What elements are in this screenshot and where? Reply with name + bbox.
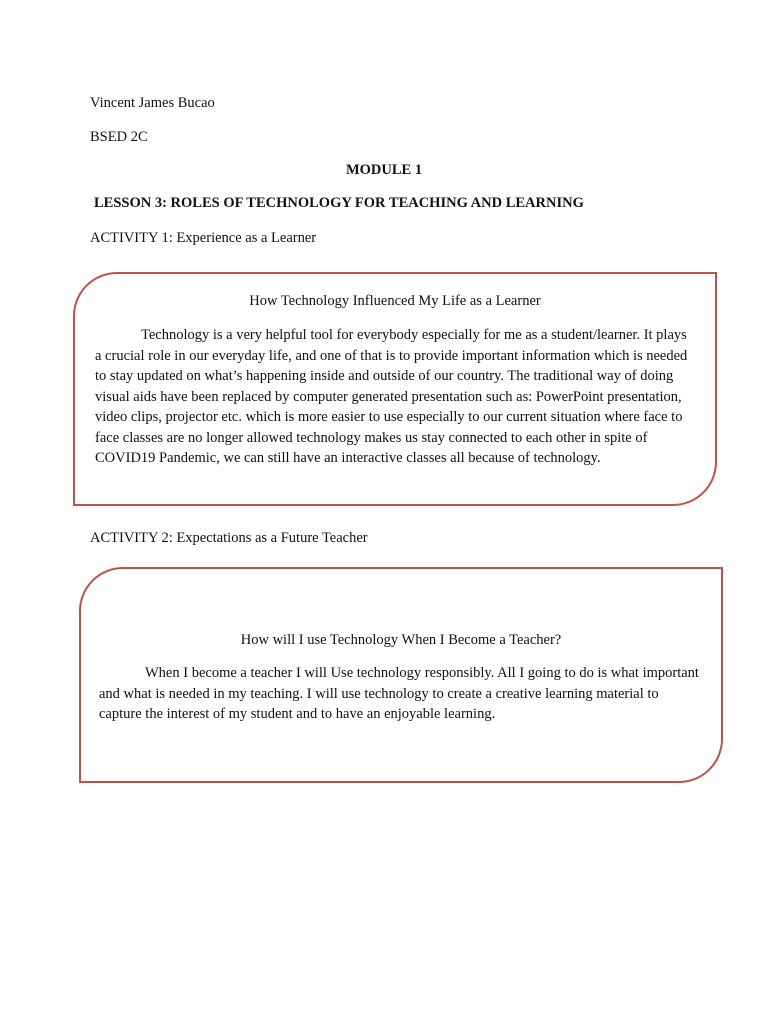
activity2-heading: ACTIVITY 2: Expectations as a Future Teacher xyxy=(90,530,368,546)
student-name: Vincent James Bucao xyxy=(90,95,215,111)
activity2-box-title: How will I use Technology When I Become a Teacher? xyxy=(240,632,562,648)
activity2-paragraph: When I become a teacher I will Use technology responsibly. All I going to do is what important and what is needed in my teaching. I will use technology to create a creative learning material to capture the interest of my student and to have an enjoyable learning. xyxy=(99,665,699,722)
activity1-paragraph: Technology is a very helpful tool for everybody especially for me as a student/learner. It plays a crucial role in our everyday life, and one of that is to provide important information which is needed to stay updated on what’s happening inside and outside of our country. The traditional way of doing visual aids have been replaced by computer generated presentation such as: PowerPoint presentation, video clips, projector etc. which is more easier to use especially to our current situation where face to face classes are no longer allowed technology makes us stay connected to each other in spite of COVID19 Pandemic, we can still have an interactive classes all because of technology. xyxy=(95,327,688,466)
activity2-box xyxy=(79,567,723,783)
student-section: BSED 2C xyxy=(90,129,148,145)
activity1-box-title: How Technology Influenced My Life as a Learner xyxy=(249,293,541,309)
activity1-box xyxy=(73,272,717,506)
module-title: MODULE 1 xyxy=(345,162,423,178)
lesson-title: LESSON 3: ROLES OF TECHNOLOGY FOR TEACHING AND LEARNING xyxy=(94,195,584,211)
activity1-heading: ACTIVITY 1: Experience as a Learner xyxy=(90,230,317,246)
